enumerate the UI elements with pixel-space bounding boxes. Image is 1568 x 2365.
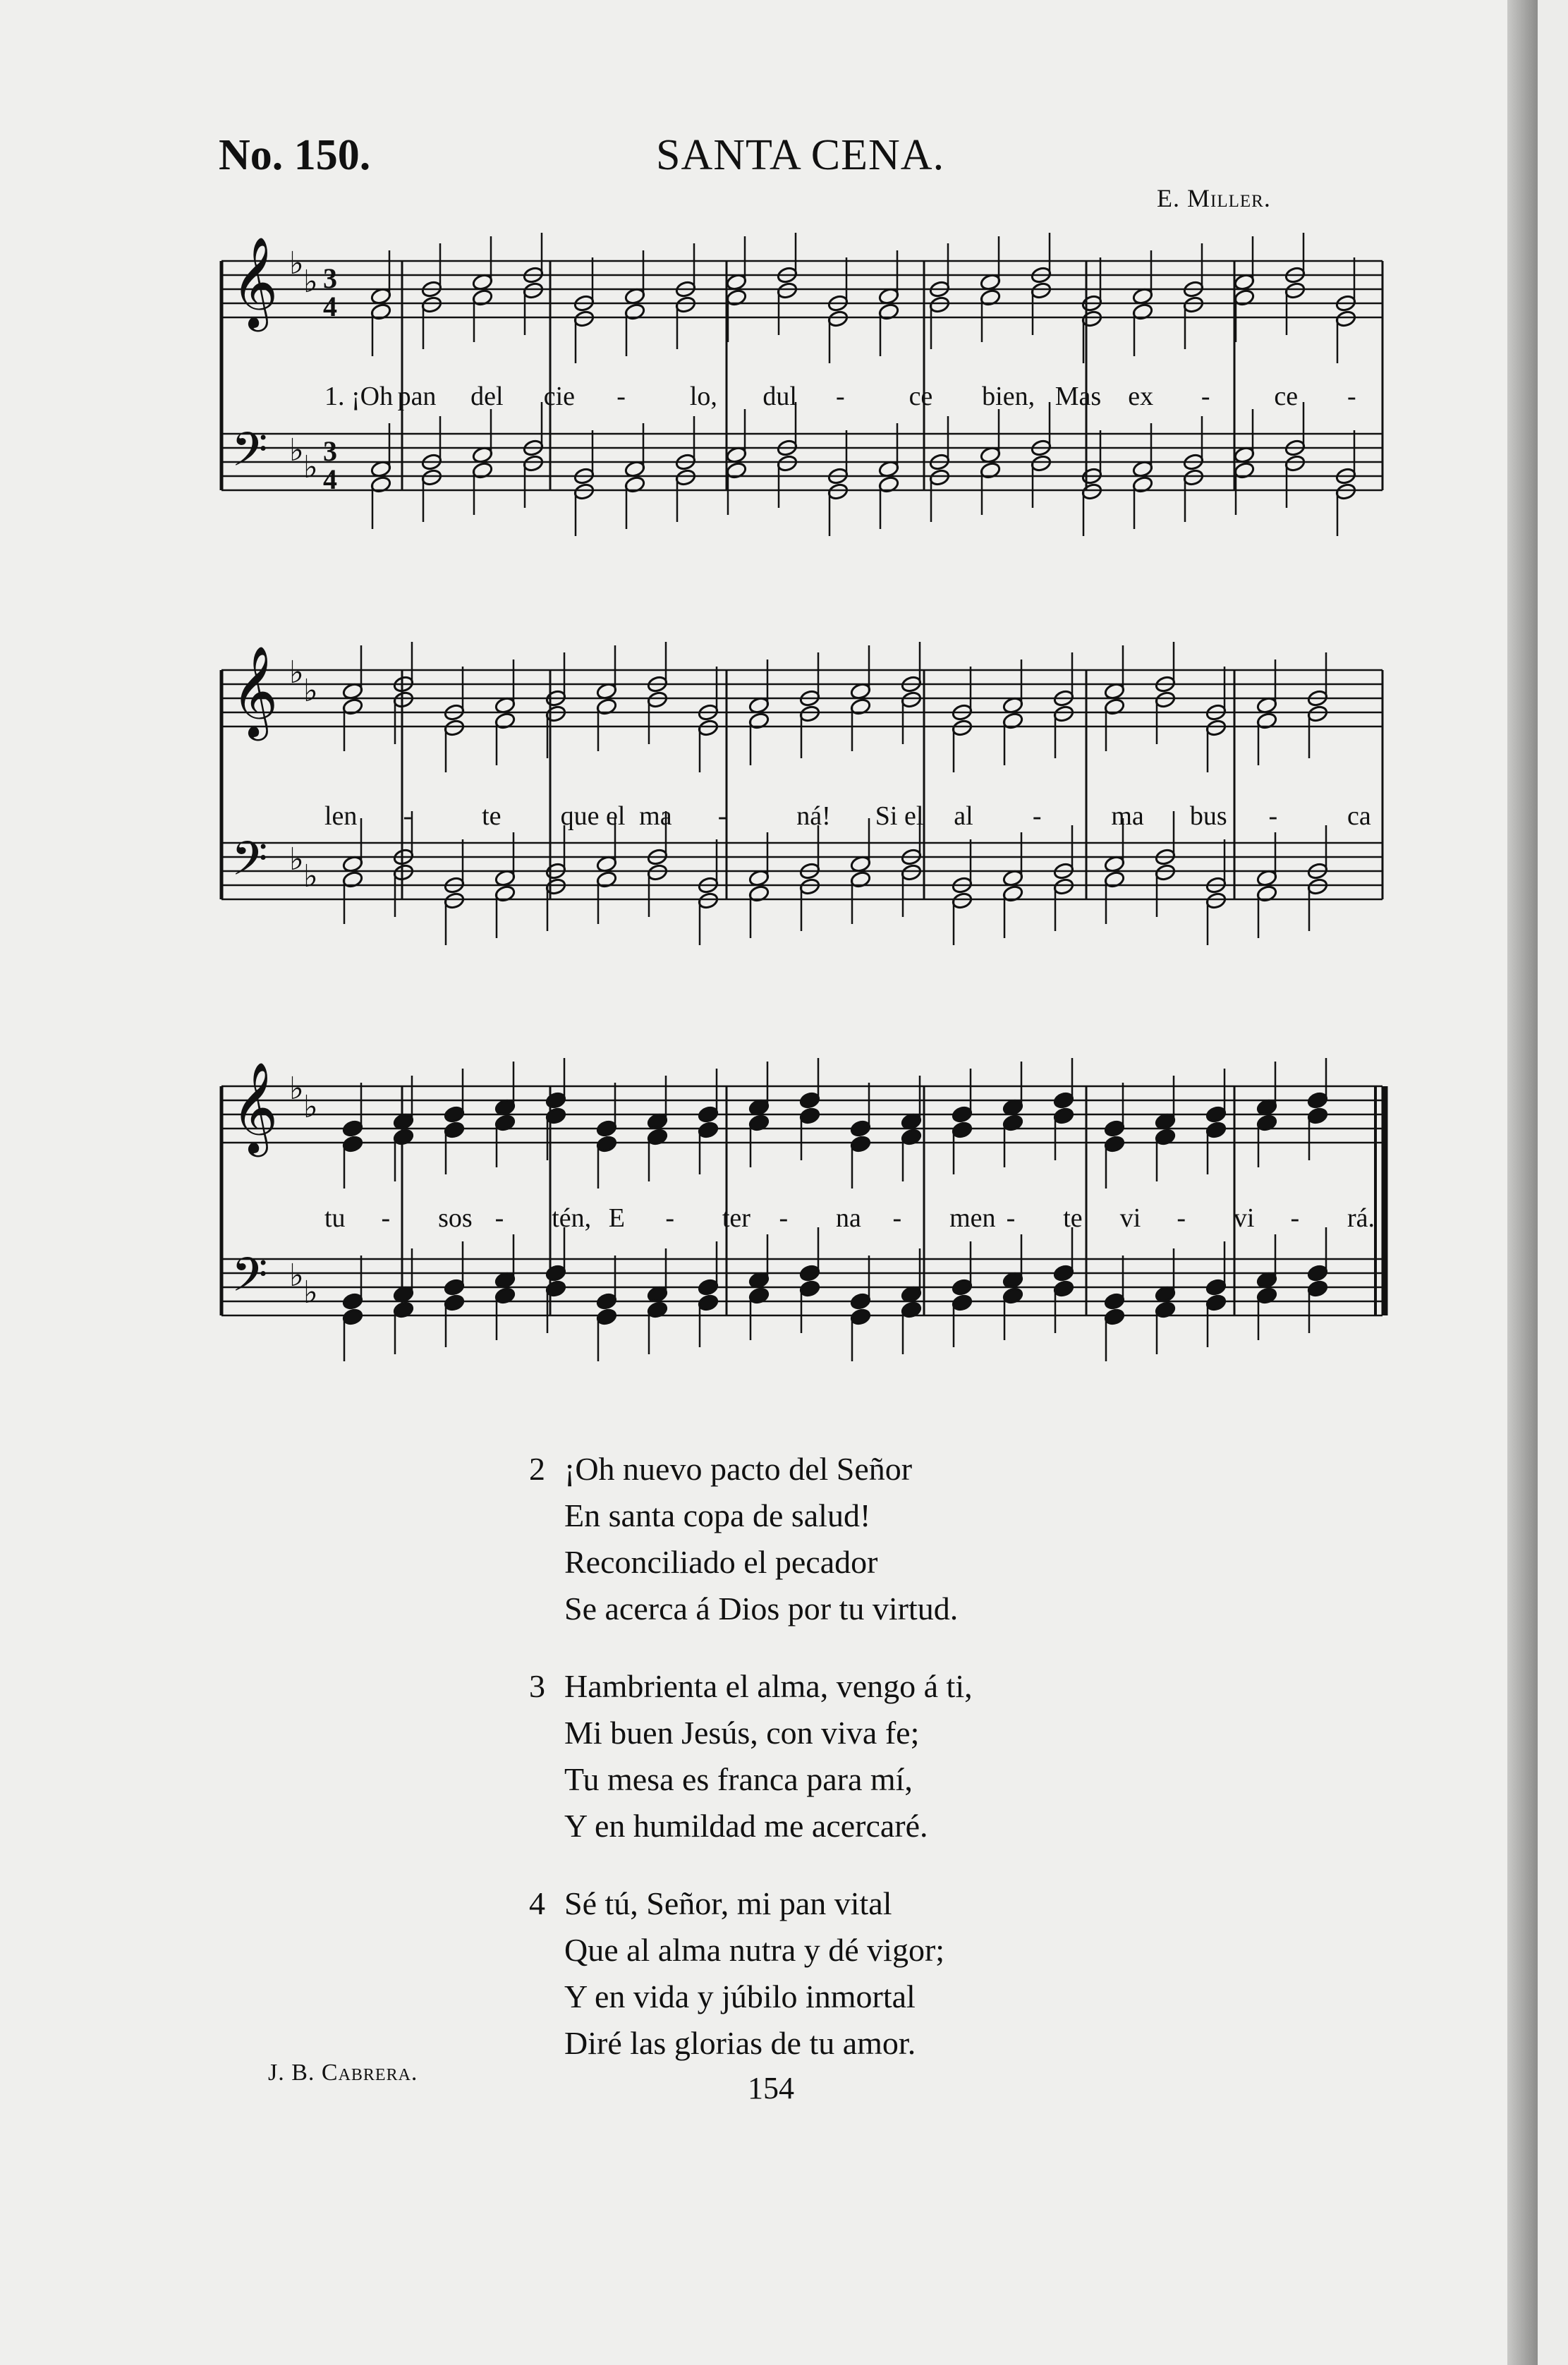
- notehead: [596, 1119, 618, 1138]
- lyric-syllable: ter: [722, 1203, 750, 1233]
- lyric-syllable: pan: [397, 382, 437, 411]
- verse: [529, 1663, 973, 1849]
- notehead: [675, 296, 697, 314]
- flat-icon: ♭: [303, 1275, 318, 1311]
- notehead: [799, 877, 821, 896]
- notehead: [698, 1278, 719, 1296]
- notehead: [1205, 1105, 1227, 1124]
- verse-number: 4: [529, 1885, 545, 1921]
- notehead: [1284, 281, 1306, 300]
- flat-icon: ♭: [289, 655, 304, 691]
- verse-line: 2 ¡Oh nuevo pacto del Señor: [529, 1446, 973, 1492]
- lyric-syllable: -: [1290, 1203, 1300, 1233]
- notehead: [952, 1294, 973, 1312]
- lyric-syllable: 1. ¡Oh: [324, 382, 394, 411]
- notehead: [393, 691, 415, 709]
- flat-icon: ♭: [303, 449, 318, 485]
- notehead: [777, 281, 798, 300]
- notehead: [523, 454, 545, 473]
- notehead: [1031, 454, 1052, 473]
- lyric-syllable: ca: [1347, 801, 1371, 831]
- flat-icon: ♭: [289, 1258, 304, 1294]
- flat-icon: ♭: [289, 841, 304, 877]
- lyric-syllable: te: [1063, 1203, 1083, 1233]
- music-system-1: [219, 233, 1390, 564]
- lyric-syllable: na: [836, 1203, 861, 1233]
- verse-line: Diré las glorias de tu amor.: [564, 2025, 916, 2061]
- notehead: [444, 719, 466, 737]
- notehead: [444, 892, 466, 910]
- lyric-syllable: vi: [1119, 1203, 1141, 1233]
- notehead: [1031, 281, 1052, 300]
- notehead: [421, 468, 443, 487]
- notehead: [1081, 482, 1103, 501]
- notehead: [444, 1105, 466, 1124]
- flat-icon: ♭: [289, 432, 304, 468]
- bass-clef-icon: 𝄢: [231, 422, 268, 488]
- notehead: [444, 1121, 466, 1139]
- verse: [529, 1880, 973, 2067]
- notehead: [342, 1308, 364, 1326]
- time-signature-top: 3: [323, 435, 337, 467]
- notehead: [850, 1135, 872, 1153]
- lyric-syllable: len: [324, 801, 358, 831]
- lyric-syllable: ná!: [796, 801, 831, 831]
- staff-notation: [219, 1058, 1390, 1390]
- music-system-2: [219, 642, 1390, 973]
- notehead: [545, 877, 567, 896]
- notehead: [596, 1308, 618, 1326]
- notehead: [698, 1121, 719, 1139]
- verse: [529, 1446, 973, 1632]
- lyric-syllable: dul: [762, 382, 797, 411]
- lyric-syllable: -: [1268, 801, 1278, 831]
- music-system-3: [219, 1058, 1390, 1390]
- page-number: 154: [748, 2071, 794, 2105]
- lyric-syllable: cie: [543, 382, 575, 411]
- flat-icon: ♭: [303, 1089, 318, 1125]
- notehead: [1104, 1119, 1126, 1138]
- lyric-syllable: -: [403, 801, 413, 831]
- verse-line: Y en humildad me acercaré.: [564, 1808, 928, 1844]
- lyric-syllable: -: [616, 382, 626, 411]
- notehead: [1053, 1264, 1075, 1282]
- notehead: [799, 1091, 821, 1109]
- lyric-syllable: -: [494, 1203, 504, 1233]
- notehead: [1183, 468, 1205, 487]
- lyric-syllable: -: [892, 1203, 902, 1233]
- notehead: [952, 719, 973, 737]
- notehead: [1081, 310, 1103, 328]
- notehead: [596, 1292, 618, 1311]
- lyric-syllable: del: [470, 382, 504, 411]
- verse-line: Mi buen Jesús, con viva fe;: [564, 1715, 920, 1751]
- lyric-syllable: al: [954, 801, 973, 831]
- lyric-syllable: -: [1177, 1203, 1186, 1233]
- notehead: [850, 1119, 872, 1138]
- notehead: [444, 1278, 466, 1296]
- notehead: [545, 1091, 567, 1109]
- bass-clef-icon: 𝄢: [231, 832, 268, 897]
- notehead: [1307, 1279, 1329, 1298]
- notehead: [647, 691, 669, 709]
- notehead: [1307, 1091, 1329, 1109]
- notehead: [799, 705, 821, 723]
- lyric-syllable: -: [1006, 1203, 1016, 1233]
- page-edge-shadow: [1507, 0, 1538, 2365]
- notehead: [799, 1264, 821, 1282]
- flat-icon: ♭: [303, 264, 318, 300]
- time-signature-top: 3: [323, 262, 337, 294]
- notehead: [827, 310, 849, 328]
- notehead: [952, 1105, 973, 1124]
- flat-icon: ♭: [303, 673, 318, 709]
- notehead: [901, 691, 923, 709]
- notehead: [1307, 877, 1329, 896]
- lyric-syllable: sos: [438, 1203, 473, 1233]
- notehead: [1155, 691, 1177, 709]
- notehead: [342, 1135, 364, 1153]
- staff-notation: [219, 233, 1390, 564]
- lyric-syllable: tu: [324, 1203, 346, 1233]
- notehead: [850, 1308, 872, 1326]
- lyric-syllable: ex: [1128, 382, 1154, 411]
- notehead: [827, 482, 849, 501]
- notehead: [1284, 454, 1306, 473]
- verse-line: Y en vida y júbilo inmortal: [564, 1978, 916, 2014]
- verse-line: En santa copa de salud!: [564, 1497, 871, 1533]
- notehead: [1205, 1278, 1227, 1296]
- lyric-syllable: tén,: [552, 1203, 592, 1233]
- notehead: [1104, 1135, 1126, 1153]
- lyric-syllable: -: [1347, 382, 1356, 411]
- notehead: [698, 892, 719, 910]
- lyric-syllable: vi: [1233, 1203, 1255, 1233]
- notehead: [573, 482, 595, 501]
- verse-line: Se acerca á Dios por tu virtud.: [564, 1591, 959, 1627]
- notehead: [901, 863, 923, 882]
- verse-line: 4 Sé tú, Señor, mi pan vital: [529, 1880, 973, 1927]
- notehead: [393, 863, 415, 882]
- lyric-syllable: ce: [1274, 382, 1299, 411]
- notehead: [1053, 705, 1075, 723]
- notehead: [1307, 1107, 1329, 1125]
- notehead: [929, 468, 951, 487]
- flat-icon: ♭: [289, 245, 304, 281]
- notehead: [698, 1294, 719, 1312]
- notehead: [698, 719, 719, 737]
- notehead: [1053, 1107, 1075, 1125]
- lyric-syllable: -: [779, 1203, 789, 1233]
- notehead: [698, 1105, 719, 1124]
- notehead: [421, 296, 443, 314]
- notehead: [1053, 1091, 1075, 1109]
- notehead: [1205, 1121, 1227, 1139]
- lyric-syllable: -: [1201, 382, 1210, 411]
- verse-line: Tu mesa es franca para mí,: [564, 1761, 913, 1797]
- lyric-syllable: -: [381, 1203, 391, 1233]
- notehead: [1155, 863, 1177, 882]
- hymn-number: No. 150.: [219, 131, 371, 179]
- notehead: [675, 468, 697, 487]
- lyric-syllable: -: [717, 801, 727, 831]
- flat-icon: ♭: [289, 1071, 304, 1107]
- notehead: [1053, 877, 1075, 896]
- notehead: [545, 705, 567, 723]
- notehead: [1104, 1292, 1126, 1311]
- notehead: [1053, 1279, 1075, 1298]
- notehead: [952, 1121, 973, 1139]
- notehead: [1307, 1264, 1329, 1282]
- notehead: [596, 1135, 618, 1153]
- treble-clef-icon: 𝄞: [231, 236, 279, 328]
- notehead: [342, 1119, 364, 1138]
- notehead: [1104, 1308, 1126, 1326]
- composer-credit: E. Miller.: [1157, 184, 1271, 212]
- verse-line: Que al alma nutra y dé vigor;: [564, 1932, 945, 1968]
- notehead: [342, 1292, 364, 1311]
- notehead: [1335, 310, 1357, 328]
- notehead: [952, 892, 973, 910]
- notehead: [777, 454, 798, 473]
- lyric-syllable: -: [836, 382, 845, 411]
- treble-clef-icon: 𝄞: [231, 1062, 279, 1153]
- notehead: [1335, 482, 1357, 501]
- bass-clef-icon: 𝄢: [231, 1248, 268, 1313]
- lyric-syllable: lo,: [689, 382, 717, 411]
- lyric-syllable: rá.: [1347, 1203, 1375, 1233]
- lyric-syllable: Si el: [875, 801, 924, 831]
- notehead: [545, 1279, 567, 1298]
- lyric-syllable: E: [608, 1203, 625, 1233]
- notehead: [799, 1107, 821, 1125]
- time-signature-bottom: 4: [323, 463, 337, 495]
- lyric-syllable: -: [1032, 801, 1042, 831]
- notehead: [952, 1278, 973, 1296]
- lyric-syllable: men: [949, 1203, 996, 1233]
- notehead: [444, 1294, 466, 1312]
- lyric-syllable: ce: [908, 382, 933, 411]
- notehead: [929, 296, 951, 314]
- lyricist-credit: J. B. Cabrera.: [268, 2060, 418, 2086]
- notehead: [1205, 719, 1227, 737]
- verse-number: 2: [529, 1451, 545, 1487]
- notehead: [545, 1264, 567, 1282]
- notehead: [850, 1292, 872, 1311]
- notehead: [1205, 1294, 1227, 1312]
- hymn-title: SANTA CENA.: [656, 131, 945, 179]
- notehead: [647, 863, 669, 882]
- lyric-syllable: Mas: [1055, 382, 1102, 411]
- verse-line: 3 Hambrienta el alma, vengo á ti,: [529, 1663, 973, 1710]
- treble-clef-icon: 𝄞: [231, 645, 279, 737]
- notehead: [799, 1279, 821, 1298]
- additional-verses: [529, 1446, 973, 2098]
- verse-line: Reconciliado el pecador: [564, 1544, 878, 1580]
- lyric-syllable: -: [665, 1203, 674, 1233]
- lyric-syllable: bien,: [982, 382, 1035, 411]
- notehead: [1183, 296, 1205, 314]
- notehead: [1205, 892, 1227, 910]
- lyric-syllable: ma: [639, 801, 672, 831]
- lyric-syllable: que el: [560, 801, 626, 831]
- notehead: [1307, 705, 1329, 723]
- flat-icon: ♭: [303, 858, 318, 894]
- lyric-syllable: bus: [1189, 801, 1227, 831]
- notehead: [573, 310, 595, 328]
- time-signature-bottom: 4: [323, 291, 337, 322]
- lyric-syllable: te: [482, 801, 502, 831]
- lyric-syllable: ma: [1111, 801, 1144, 831]
- notehead: [523, 281, 545, 300]
- verse-number: 3: [529, 1668, 545, 1704]
- notehead: [545, 1107, 567, 1125]
